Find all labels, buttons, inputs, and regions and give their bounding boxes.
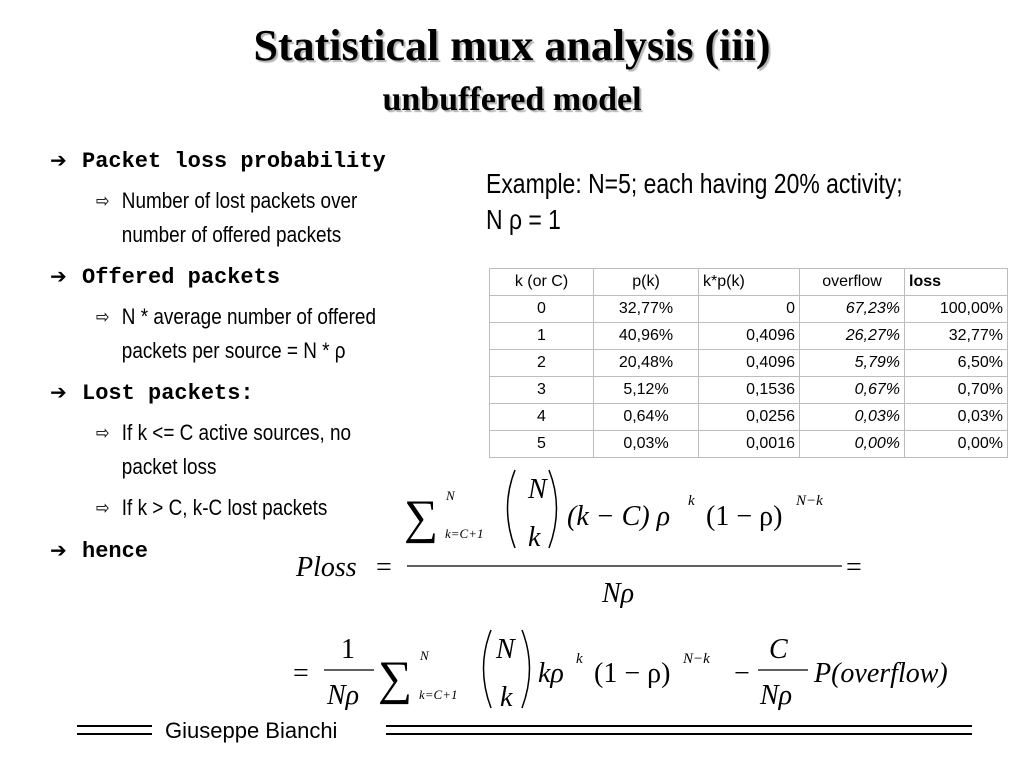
- exponent-n-minus-k: N−k: [683, 651, 710, 667]
- slide-subtitle: unbuffered model: [382, 81, 642, 118]
- cell-kpk: 0,0256: [699, 404, 800, 431]
- cell-loss: 32,77%: [905, 323, 1008, 350]
- p-overflow: P(overflow): [814, 658, 948, 689]
- example-line-2: N ρ = 1: [486, 204, 561, 235]
- bullet-label: Offered packets: [82, 265, 281, 290]
- bullet-label: hence: [82, 539, 149, 564]
- binomial-left-paren: [508, 470, 516, 548]
- binomial-top: N: [496, 634, 515, 665]
- right-arrow-icon: ➔: [50, 380, 67, 404]
- cell-pk: 5,12%: [594, 377, 699, 404]
- formula-term-one-minus-rho: (1 − ρ): [594, 658, 671, 689]
- sub-bullet-text: If k > C, k-C lost packets: [121, 495, 328, 520]
- example-line-1: Example: N=5; each having 20% activity;: [486, 168, 903, 199]
- cell-pk: 0,64%: [594, 404, 699, 431]
- bullet-packet-loss-probability: [50, 146, 386, 176]
- sum-lower-limit: k=C+1: [445, 526, 484, 541]
- table-row: [490, 404, 1008, 431]
- sub-bullet-text: N * average number of offered packets per source = N * ρ: [121, 304, 376, 363]
- summation-symbol: ∑: [404, 491, 439, 544]
- cell-loss: 100,00%: [905, 296, 1008, 323]
- equals-sign: =: [376, 552, 392, 583]
- table-header-row: [490, 269, 1008, 296]
- footer-rule-left: [77, 725, 152, 727]
- formula-term-k-rho: kρ: [538, 658, 564, 689]
- binomial-right-paren: [549, 470, 557, 548]
- hollow-arrow-icon: ⇨: [96, 190, 110, 212]
- cell-k: 0: [490, 296, 594, 323]
- col-header-overflow: overflow: [800, 269, 905, 296]
- cell-overflow: 0,00%: [800, 431, 905, 458]
- table-row: [490, 350, 1008, 377]
- table-row: [490, 296, 1008, 323]
- sum-lower-limit: k=C+1: [419, 687, 458, 702]
- cell-overflow: 0,67%: [800, 377, 905, 404]
- cell-loss: 0,03%: [905, 404, 1008, 431]
- summation-symbol: ∑: [378, 652, 413, 705]
- sub-bullet: [96, 184, 406, 252]
- sub-bullet: [96, 491, 406, 525]
- exponent-n-minus-k: N−k: [796, 493, 823, 509]
- ploss-label: Ploss: [296, 552, 357, 583]
- sub-bullet: [96, 416, 406, 484]
- fraction-c: C: [769, 634, 788, 665]
- sum-upper-limit: N: [446, 488, 455, 503]
- sum-upper-limit: N: [420, 648, 429, 663]
- minus-sign: −: [734, 658, 750, 689]
- binomial-bottom: k: [528, 522, 541, 553]
- footer-author: Giuseppe Bianchi: [165, 718, 338, 743]
- bullet-lost-packets: [50, 378, 254, 408]
- footer-rule-left: [77, 733, 152, 735]
- equals-sign: =: [293, 658, 309, 689]
- binomial-left-paren: [484, 630, 492, 708]
- bullet-label: Packet loss probability: [82, 149, 386, 174]
- col-header-kpk: k*p(k): [699, 269, 800, 296]
- cell-overflow: 5,79%: [800, 350, 905, 377]
- exponent-k: k: [576, 651, 583, 667]
- cell-k: 3: [490, 377, 594, 404]
- cell-kpk: 0,4096: [699, 323, 800, 350]
- hollow-arrow-icon: ⇨: [96, 497, 110, 519]
- formula-term-one-minus-rho: (1 − ρ): [706, 501, 783, 532]
- binomial-right-paren: [522, 630, 530, 708]
- equals-sign: =: [846, 552, 862, 583]
- slide-title: Statistical mux analysis (iii): [253, 21, 771, 70]
- bullet-hence: [50, 536, 148, 566]
- denominator: Nρ: [327, 680, 360, 711]
- sub-bullet-text: If k <= C active sources, no packet loss: [121, 420, 352, 479]
- binomial-bottom: k: [500, 682, 513, 713]
- denominator: Nρ: [760, 680, 793, 711]
- col-header-k: k (or C): [490, 269, 594, 296]
- sub-bullet-text: Number of lost packets over number of offered packets: [121, 188, 358, 247]
- example-text: [486, 166, 994, 238]
- cell-overflow: 26,27%: [800, 323, 905, 350]
- cell-loss: 6,50%: [905, 350, 1008, 377]
- right-arrow-icon: ➔: [50, 148, 67, 172]
- cell-k: 1: [490, 323, 594, 350]
- cell-kpk: 0: [699, 296, 800, 323]
- hollow-arrow-icon: ⇨: [96, 306, 110, 328]
- footer-rule-right: [386, 725, 972, 727]
- binomial-top: N: [528, 474, 547, 505]
- table-row: [490, 323, 1008, 350]
- cell-loss: 0,70%: [905, 377, 1008, 404]
- cell-k: 5: [490, 431, 594, 458]
- hollow-arrow-icon: ⇨: [96, 422, 110, 444]
- fraction-one: 1: [341, 634, 355, 665]
- right-arrow-icon: ➔: [50, 264, 67, 288]
- cell-k: 2: [490, 350, 594, 377]
- cell-pk: 40,96%: [594, 323, 699, 350]
- footer-rule-right: [386, 733, 972, 735]
- cell-kpk: 0,4096: [699, 350, 800, 377]
- table-row: [490, 431, 1008, 458]
- cell-overflow: 0,03%: [800, 404, 905, 431]
- cell-overflow: 67,23%: [800, 296, 905, 323]
- cell-pk: 20,48%: [594, 350, 699, 377]
- cell-k: 4: [490, 404, 594, 431]
- bullet-label: Lost packets:: [82, 381, 254, 406]
- cell-pk: 0,03%: [594, 431, 699, 458]
- exponent-k: k: [688, 493, 695, 509]
- bullet-offered-packets: [50, 262, 280, 292]
- col-header-loss: loss: [905, 269, 1008, 296]
- formula-term-k-minus-c: (k − C) ρ: [567, 501, 671, 532]
- denominator: Nρ: [602, 578, 635, 609]
- right-arrow-icon: ➔: [50, 538, 67, 562]
- loss-table: [489, 268, 1008, 458]
- col-header-pk: p(k): [594, 269, 699, 296]
- cell-pk: 32,77%: [594, 296, 699, 323]
- cell-kpk: 0,0016: [699, 431, 800, 458]
- cell-loss: 0,00%: [905, 431, 1008, 458]
- table-row: [490, 377, 1008, 404]
- cell-kpk: 0,1536: [699, 377, 800, 404]
- sub-bullet: [96, 300, 406, 368]
